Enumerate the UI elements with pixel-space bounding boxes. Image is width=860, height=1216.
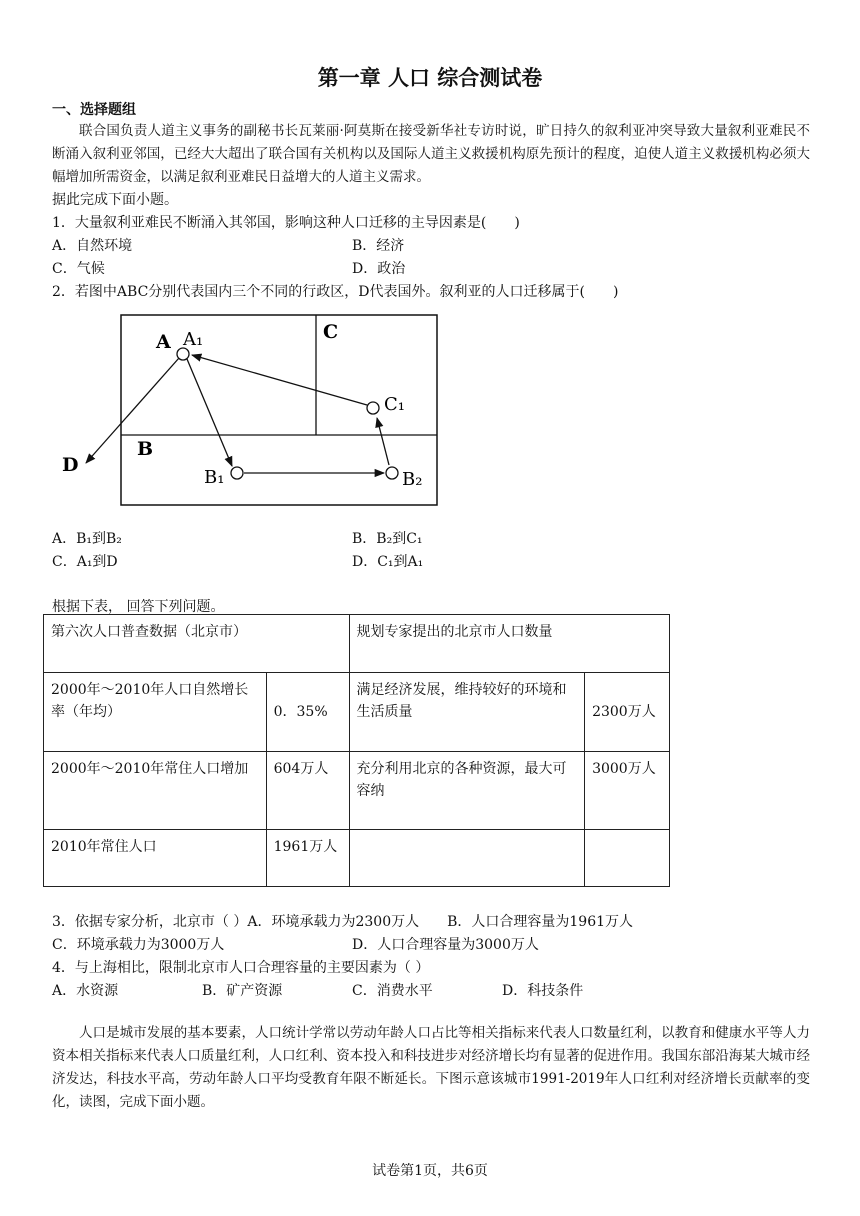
arrow-a1-to-d [86,358,179,463]
q1-option-d: D．政治 [352,261,406,277]
label-c: C [323,321,339,343]
q4-option-c: C．消费水平 [352,983,433,999]
q2-option-a: A．B₁到B₂ [52,531,122,547]
label-d: D [62,454,79,476]
table-row [44,673,670,752]
dividend-paragraph: 人口是城市发展的基本要素，人口统计学常以劳动年龄人口占比等相关指标来代表人口数量红利，以教育和健康水平等人力资本相关指标来代表人口质量红利，人口红利、资本投入和科技进步对经济增长均有显著的促进作用。我国东部沿海某大城市经济发达，科技水平高，劳动年龄人口平均受教育年限不断延长。下图示意该城市1991-2019年人口红利对经济增长贡献率的变化，读图，完成下面小题。 [52,1025,810,1110]
table-cell: 3000万人 [585,752,670,830]
table-cell: 2010年常住人口 [44,830,267,887]
label-b2: B₂ [402,469,423,490]
page-footer: 试卷第1页，共6页 [372,1163,488,1179]
point-c1 [367,402,379,414]
q2-option-d: D．C₁到A₁ [352,554,424,570]
section-heading: 一、选择题组 [52,102,136,118]
arrow-a1-to-b1 [187,359,232,466]
table-intro: 根据下表， 回答下列问题。 [52,599,225,615]
table-cell [349,830,585,887]
table-row [44,830,670,887]
q4-option-d: D．科技条件 [502,983,584,999]
q3-option-c: C．环境承载力为3000万人 [52,937,225,953]
table-cell: 充分利用北京的各种资源，最大可容纳 [349,752,585,830]
table-header-census: 第六次人口普查数据（北京市） [44,615,350,673]
table-cell: 2300万人 [585,673,670,752]
q3-option-d: D．人口合理容量为3000万人 [352,937,539,953]
q1-option-c: C．气候 [52,261,105,277]
table-row [44,752,670,830]
q1-option-a: A．自然环境 [52,238,133,254]
table-cell: 1961万人 [266,830,349,887]
table-cell: 0．35% [266,673,349,752]
label-b1: B₁ [204,467,225,488]
arrow-c1-to-a1 [192,355,367,405]
q4-stem: 4．与上海相比，限制北京市人口合理容量的主要因素为（ ） [52,960,430,976]
q3-stem: 3．依据专家分析，北京市（ ）A．环境承载力为2300万人 B．人口合理容量为1961万人 [52,914,634,930]
page-title: 第一章 人口 综合测试卷 [317,66,543,90]
label-a1: A₁ [183,329,204,350]
arrow-b2-to-c1 [377,418,389,465]
q2-option-b: B．B₂到C₁ [352,531,423,547]
q2-stem: 2．若图中ABC分别代表国内三个不同的行政区，D代表国外。叙利亚的人口迁移属于( ) [52,284,619,300]
point-b2 [386,467,398,479]
intro-paragraph: 联合国负责人道主义事务的副秘书长瓦莱丽·阿莫斯在接受新华社专访时说，旷日持久的叙利亚冲突导致大量叙利亚难民不断涌入叙利亚邻国，已经大大超出了联合国有关机构以及国际人道主义救援机构原先预计的程度，迫使人道主义救援机构必须大幅增加所需资金，以满足叙利亚难民日益增大的人道主义需求。 [52,123,810,185]
intro-instruction: 据此完成下面小题。 [52,192,178,208]
label-b: B [137,438,154,460]
table-header-row [44,615,670,673]
q4-option-a: A．水资源 [52,983,119,999]
label-a: A [156,331,171,353]
population-table [43,614,670,887]
table-cell: 604万人 [266,752,349,830]
point-b1 [231,467,243,479]
table-cell [585,830,670,887]
table-header-planning: 规划专家提出的北京市人口数量 [349,615,669,673]
q4-option-b: B．矿产资源 [202,983,283,999]
migration-diagram [52,308,452,513]
label-c1: C₁ [384,394,405,415]
table-cell: 满足经济发展，维持较好的环境和生活质量 [349,673,585,752]
table-cell: 2000年～2010年人口自然增长率（年均） [44,673,267,752]
q1-stem: 1．大量叙利亚难民不断涌入其邻国，影响这种人口迁移的主导因素是( ) [52,215,520,231]
table-cell: 2000年～2010年常住人口增加 [44,752,267,830]
q1-option-b: B．经济 [352,238,405,254]
q2-option-c: C．A₁到D [52,554,118,570]
